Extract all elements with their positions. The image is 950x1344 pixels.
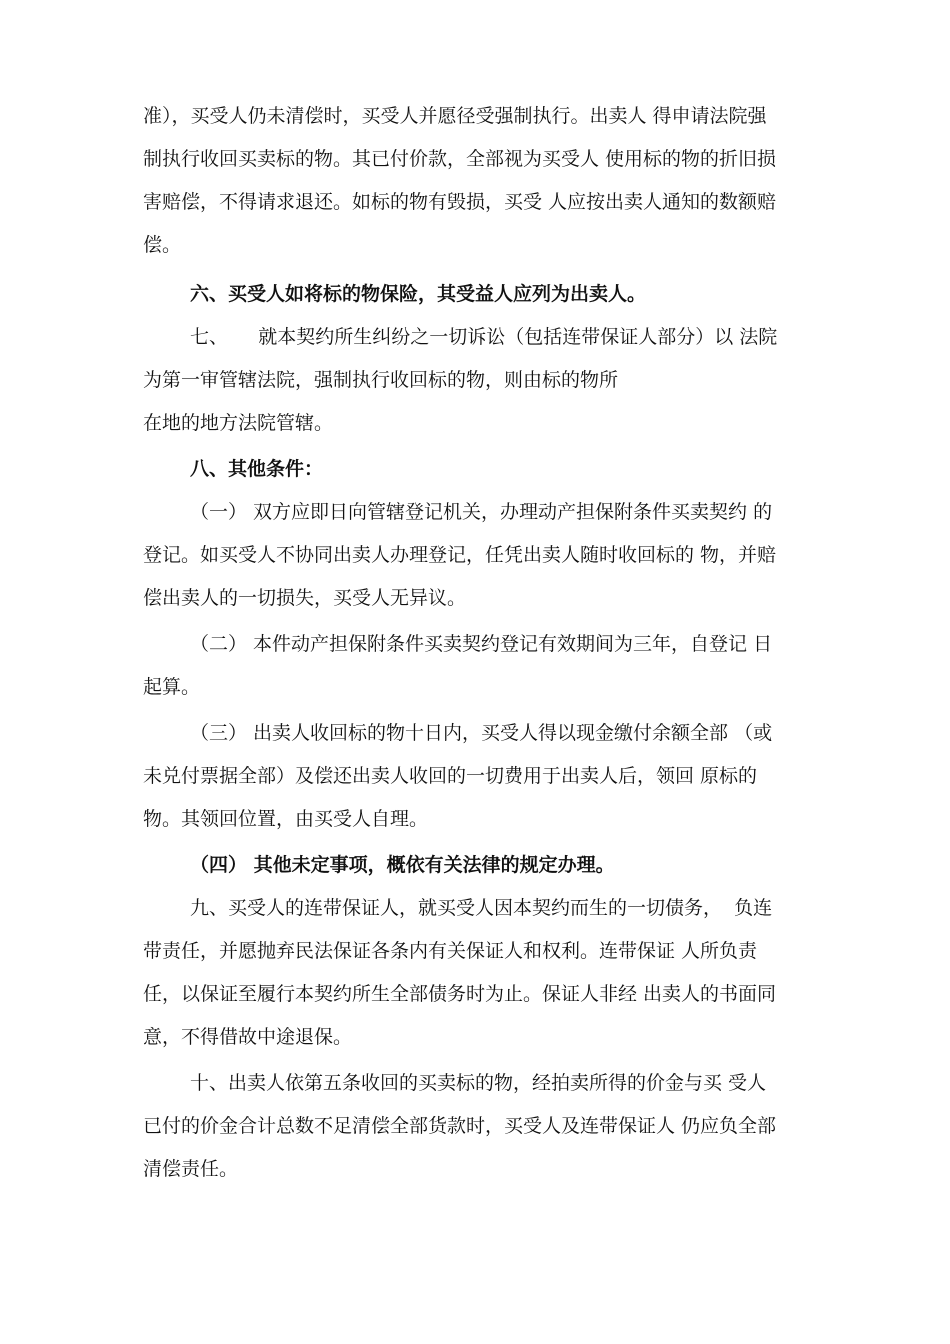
clause-eight-heading: 八、其他条件： — [190, 458, 324, 480]
clause-seven-line: 七、 就本契约所生纠纷之一切诉讼（包括连带保证人部分）以 法院 — [190, 326, 778, 348]
subclause-three-line: （三） 出卖人收回标的物十日内，买受人得以现金缴付余额全部 （或 — [190, 722, 773, 744]
paragraph-line: 物。其领回位置，由买受人自理。 — [143, 808, 429, 830]
paragraph-line: 制执行收回买卖标的物。其已付价款，全部视为买受人 使用标的物的折旧损 — [143, 148, 777, 170]
paragraph-line: 在地的地方法院管辖。 — [143, 412, 334, 434]
paragraph-line: 未兑付票据全部）及偿还出卖人收回的一切费用于出卖人后，领回 原标的 — [143, 765, 758, 787]
paragraph-line: 害赔偿，不得请求退还。如标的物有毁损，买受 人应按出卖人通知的数额赔 — [143, 191, 777, 213]
paragraph-line: 意，不得借故中途退保。 — [143, 1026, 353, 1048]
paragraph-line: 偿出卖人的一切损失，买受人无异议。 — [143, 587, 467, 609]
paragraph-line: 带责任，并愿抛弃民法保证各条内有关保证人和权利。连带保证 人所负责 — [143, 940, 758, 962]
subclause-four-line: （四） 其他未定事项，概依有关法律的规定办理。 — [190, 854, 615, 876]
paragraph-line: 清偿责任。 — [143, 1158, 239, 1180]
clause-ten-line: 十、出卖人依第五条收回的买卖标的物，经拍卖所得的价金与买 受人 — [190, 1072, 767, 1094]
paragraph-line: 登记。如买受人不协同出卖人办理登记，任凭出卖人随时收回标的 物，并赔 — [143, 544, 777, 566]
paragraph-line: 任，以保证至履行本契约所生全部债务时为止。保证人非经 出卖人的书面同 — [143, 983, 777, 1005]
paragraph-line: 为第一审管辖法院，强制执行收回标的物，则由标的物所 — [143, 369, 619, 391]
paragraph-line: 起算。 — [143, 676, 201, 698]
paragraph-line: 偿。 — [143, 234, 182, 256]
subclause-two-line: （二） 本件动产担保附条件买卖契约登记有效期间为三年，自登记 日 — [190, 633, 773, 655]
subclause-one-line: （一） 双方应即日向管辖登记机关，办理动产担保附条件买卖契约 的 — [190, 501, 773, 523]
paragraph-line: 已付的价金合计总数不足清偿全部货款时，买受人及连带保证人 仍应负全部 — [143, 1115, 777, 1137]
paragraph-line: 准），买受人仍未清偿时，买受人并愿径受强制执行。出卖人 得申请法院强 — [143, 105, 767, 127]
clause-six-heading: 六、买受人如将标的物保险，其受益人应列为出卖人。 — [190, 283, 647, 305]
clause-nine-line: 九、买受人的连带保证人，就买受人因本契约而生的一切债务， 负连 — [190, 897, 773, 919]
